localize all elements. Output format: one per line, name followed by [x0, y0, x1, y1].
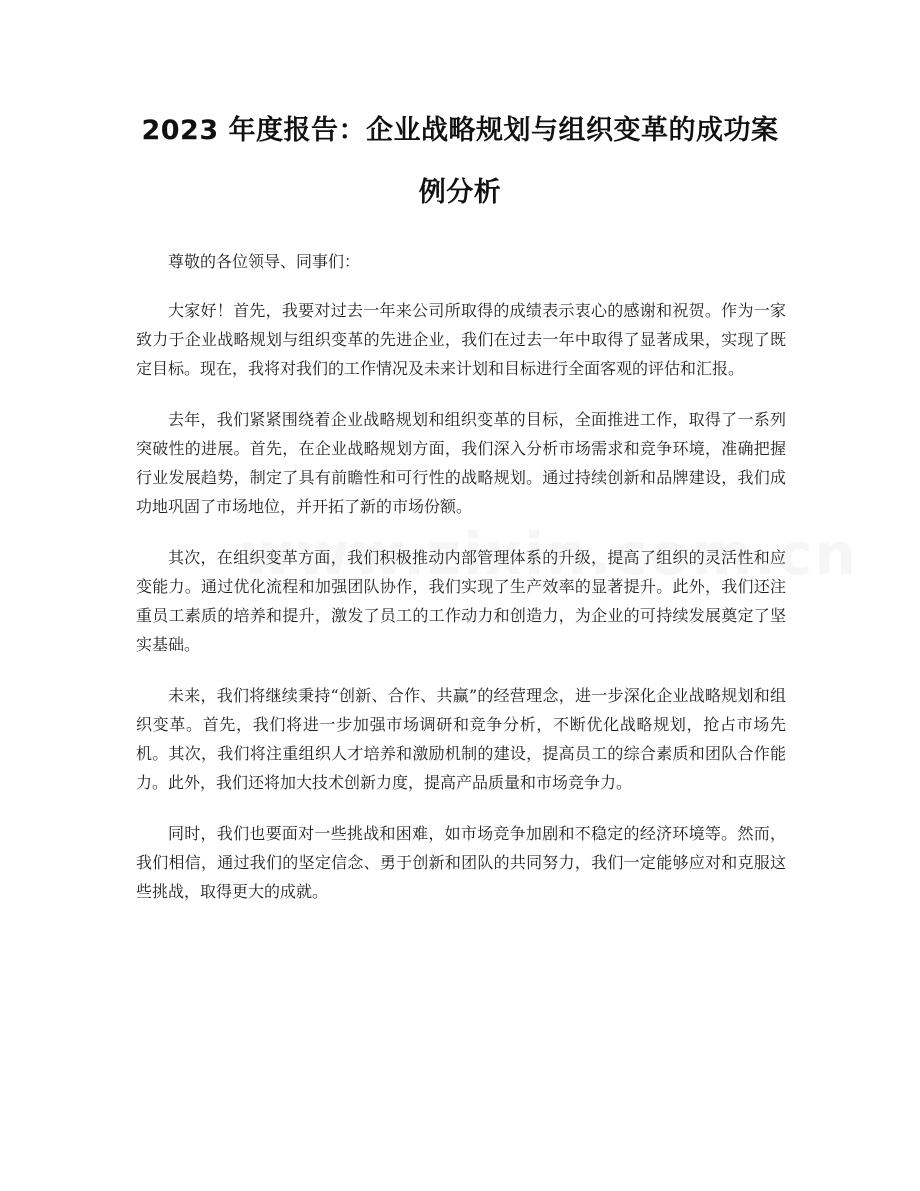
body-paragraph: 大家好！首先，我要对过去一年来公司所取得的成绩表示衷心的感谢和祝贺。作为一家致力于企业战略规划与组织变革的先进企业，我们在过去一年中取得了显著成果，实现了既定目标。现在，我将对我们的工作情况及未来计划和目标进行全面客观的评估和汇报。	[136, 301, 786, 378]
body-paragraph: 同时，我们也要面对一些挑战和困难，如市场竞争加剧和不稳定的经济环境等。然而，我们相信，通过我们的坚定信念、勇于创新和团队的共同努力，我们一定能够应对和克服这些挑战，取得更大的成就。	[136, 824, 786, 901]
document-title: 2023 年度报告：企业战略规划与组织变革的成功案例分析	[141, 115, 779, 208]
body-paragraph: 未来，我们将继续秉持“创新、合作、共赢”的经营理念，进一步深化企业战略规划和组织变革。首先，我们将进一步加强市场调研和竞争分析，不断优化战略规划，抢占市场先机。其次，我们将注重组织人才培养和激励机制的建设，提高员工的综合素质和团队合作能力。此外，我们还将加大技术创新力度，提高产品质量和市场竞争力。	[136, 686, 786, 792]
body-paragraph: 其次，在组织变革方面，我们积极推动内部管理体系的升级，提高了组织的灵活性和应变能力。通过优化流程和加强团队协作，我们实现了生产效率的显著提升。此外，我们还注重员工素质的培养和提升，激发了员工的工作动力和创造力，为企业的可持续发展奠定了坚实基础。	[136, 548, 786, 654]
body-paragraph: 去年，我们紧紧围绕着企业战略规划和组织变革的目标，全面推进工作，取得了一系列突破性的进展。首先，在企业战略规划方面，我们深入分析市场需求和竞争环境，准确把握行业发展趋势，制定了具有前瞻性和可行性的战略规划。通过持续创新和品牌建设，我们成功地巩固了市场地位，并开拓了新的市场份额。	[136, 410, 786, 516]
document-body	[136, 247, 786, 928]
salutation-paragraph: 尊敬的各位领导、同事们：	[168, 252, 361, 271]
